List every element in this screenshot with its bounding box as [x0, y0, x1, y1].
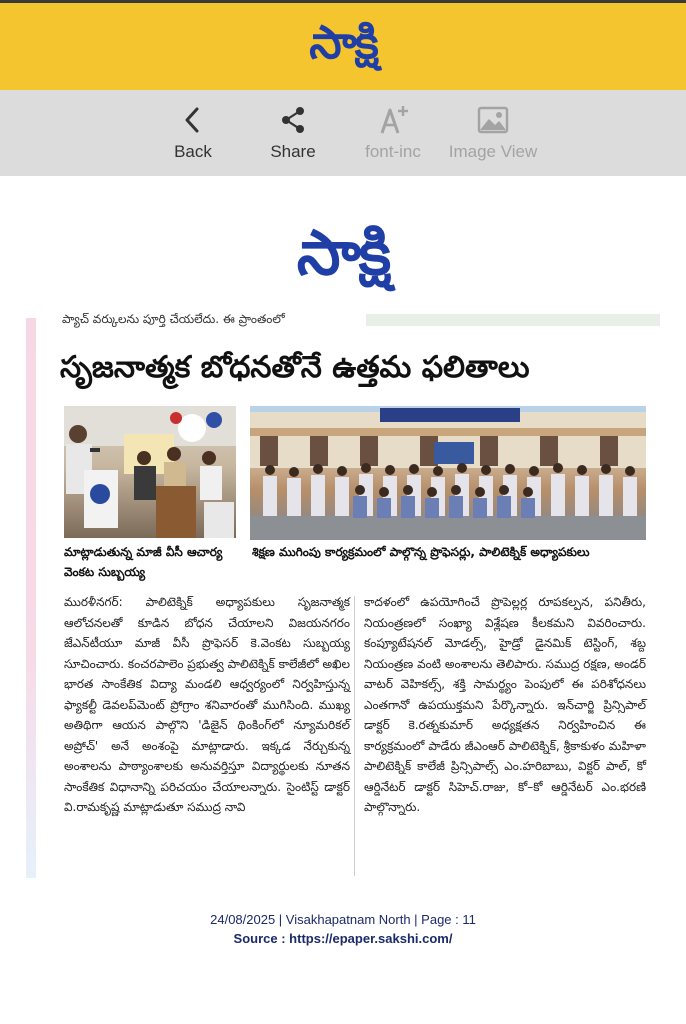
image-view-label: Image View: [448, 142, 538, 161]
back-button[interactable]: [138, 104, 248, 162]
edition-info: 24/08/2025 | Visakhapatnam North | Page : 11: [210, 912, 476, 927]
article-kicker: ప్యాచ్ వర్కులను పూర్తి చేయలేదు. ఈ ప్రాంతంలో: [62, 312, 285, 326]
toolbar: [0, 90, 686, 176]
newspaper-masthead: సాక్షి: [296, 216, 390, 289]
share-button[interactable]: [238, 104, 348, 162]
speaker-photo: [64, 406, 236, 538]
page-footer: [0, 910, 686, 948]
chevron-left-icon: [177, 104, 209, 136]
source-link[interactable]: Source : https://epaper.sakshi.com/: [233, 931, 453, 946]
speaker-illustration: [64, 406, 236, 538]
column-divider: [354, 596, 355, 876]
back-label: Back: [174, 142, 212, 161]
group-illustration: [250, 406, 646, 540]
page-edge-strip: [26, 318, 36, 878]
group-photo: [250, 406, 646, 540]
article-clipping: [26, 308, 660, 893]
image-icon: [476, 104, 510, 136]
photo-caption-speaker: మాట్లాడుతున్న మాజీ వీసీ ఆచార్య వెంకట సుబ్బయ్య: [64, 545, 223, 579]
font-increase-icon: [376, 104, 410, 136]
share-label: Share: [270, 142, 316, 161]
kicker-divider: [366, 314, 660, 326]
article-body-column-2: కాదళంలో ఉపయోగించే ప్రొపెల్లర్ల రూపకల్పన, పనితీరు, నియంత్రణలో సంఖ్యా విశ్లేషణ కీలకమని వివరించారు. కంప్యూటేషనల్ మోడల్స్, హైడ్రో డైనమిక్ టెస్టింగ్, శబ్ద నియంత్రణ వంటి అంశాలను తెలిపారు. సముద్ర రక్షణ, అండర్ వాటర్ వెహికల్స్, శక్తి సామర్థ్యం పెంపులో ఈ పరిశోధనలు ఎంతగానో ఉపయుక్తమని పేర్కొన్నారు. ఇన్‌చార్జి ప్రిన్సిపాల్ డాక్టర్ కె.రత్నకుమార్ అధ్యక్షతన నిర్వహించిన ఈ కార్యక్రమంలో పాడేరు జీఎంఆర్ పాలిటెక్నిక్, శ్రీకాకుళం మహిళా పాలిటెక్నిక్ కాలేజీ ప్రిన్సిపాల్స్ ఎం.హరిబాబు, విక్టర్ పాల్, కో ఆర్డినేటర్ డాక్టర్ సిహెచ్.రాజు, కో–కో ఆర్డినేటర్ ఎం.భరణి పాల్గొన్నారు.: [364, 595, 646, 814]
image-view-button[interactable]: [438, 104, 548, 162]
app-logo: సాక్షి: [309, 15, 377, 69]
font-increase-button[interactable]: [338, 104, 448, 162]
app-header: [0, 0, 686, 90]
article-body-column-1: మురళీనగర్: పాలిటెక్నిక్ అధ్యాపకులు సృజనాత్మక ఆలోచనలతో కూడిన బోధన చేయాలని విజయనగరం జేఎన్‌టీయూ మాజీ వీసీ ప్రొఫెసర్ కె.వెంకట సుబ్బయ్య సూచించారు. కంచరపాలెం ప్రభుత్వ పాలిటెక్నిక్ కాలేజీలో అఖిల భారత సాంకేతిక విద్యా మండలి ఆధ్వర్యంలో నిర్వహిస్తున్న ఫ్యాకల్టీ డెవలప్‌మెంట్ ప్రోగ్రాం శనివారంతో ముగిసింది. ముఖ్య అతిథిగా ఆయన పాల్గొని 'డిజైన్ థింకింగ్‌లో న్యూమరికల్ అప్రోచ్' అనే అంశంపై మాట్లాడారు. ఇక్కడ నేర్చుకున్న అంశాలను పాఠ్యాంశాలకు అనువర్తిస్తూ విద్యార్థులకు నూతన సాంకేతిక విధానాన్ని పరిచయం చేయాలన్నారు. సైంటిస్ట్ డాక్టర్ వి.రామకృష్ణ మాట్లాడుతూ సముద్ర నావి: [64, 595, 350, 814]
font-increase-label: font-inc: [365, 142, 421, 161]
article-headline: సృజనాత్మక బోధనతోనే ఉత్తమ ఫలితాలు: [60, 350, 530, 385]
share-icon: [277, 104, 309, 136]
photo-caption-group: శిక్షణ ముగింపు కార్యక్రమంలో పాల్గొన్న ప్రొఫెసర్లు, పాలిటెక్నిక్ అధ్యాపకులు: [252, 545, 590, 559]
